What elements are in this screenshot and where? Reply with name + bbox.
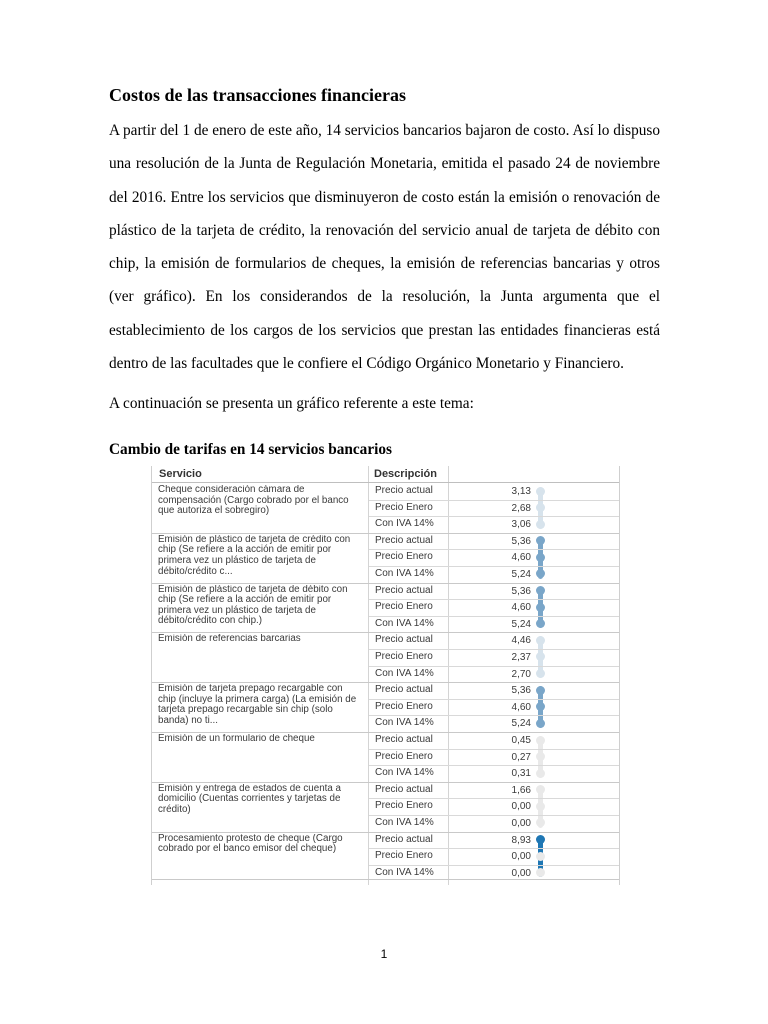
descripcion-cell: Precio Enero <box>375 800 433 812</box>
servicio-cell: Emisión de plástico de tarjeta de débito con chip (Se refiere a la acción de emitir por primera vez un plástico de tarjeta de débito/crédito con chip.) <box>158 584 348 627</box>
page-number: 1 <box>380 947 388 961</box>
table-group <box>152 483 619 533</box>
header-servicio: Servicio <box>159 468 202 480</box>
descripcion-cell: Precio actual <box>375 584 433 596</box>
valor-cell: 5,36 <box>511 685 531 697</box>
descripcion-cell: Precio actual <box>375 833 433 845</box>
descripcion-cell: Precio actual <box>375 734 433 745</box>
table-row <box>369 632 619 649</box>
table-group <box>152 682 619 732</box>
descripcion-cell: Precio Enero <box>375 750 433 762</box>
table-row <box>369 715 619 732</box>
body-paragraph-2: A continuación se presenta un gráfico referente a este tema: <box>109 395 474 412</box>
table-row <box>369 533 619 550</box>
descripcion-cell: Precio Enero <box>375 700 433 712</box>
group-divider <box>152 732 619 733</box>
descripcion-cell: Con IVA 14% <box>375 717 434 729</box>
valor-cell: 4,46 <box>511 635 531 647</box>
valor-cell: 2,70 <box>511 668 531 680</box>
table-row <box>369 798 619 815</box>
table-row <box>369 599 619 616</box>
descripcion-cell: Precio actual <box>375 634 433 646</box>
valor-cell: 4,60 <box>511 602 531 614</box>
valor-cell: 2,68 <box>511 502 531 514</box>
valor-cell: 0,00 <box>511 817 531 829</box>
valor-cell: 4,60 <box>511 701 531 713</box>
table-row <box>369 566 619 583</box>
valor-cell: 5,24 <box>511 568 531 580</box>
descripcion-cell: Precio Enero <box>375 650 433 662</box>
valor-cell: 0,45 <box>511 735 531 746</box>
descripcion-cell: Precio Enero <box>375 551 433 563</box>
valor-cell: 3,06 <box>511 519 531 531</box>
document-title: Costos de las transacciones financieras <box>109 85 406 105</box>
descripcion-cell: Con IVA 14% <box>375 866 434 878</box>
group-divider <box>152 782 619 783</box>
valor-cell: 5,36 <box>511 535 531 547</box>
descripcion-cell: Con IVA 14% <box>375 767 434 779</box>
header-descripcion: Descripción <box>374 468 437 480</box>
tariff-table <box>151 466 620 885</box>
servicio-cell: Emisión de referencias barcarias <box>158 634 301 645</box>
descripcion-cell: Con IVA 14% <box>375 816 434 828</box>
servicio-cell: Emisión de tarjeta prepago recargable con chip (incluye la primera carga) (La emisión de tarjeta prepago recargable sin chip (solo banda) no ti... <box>158 684 357 726</box>
valor-cell: 2,37 <box>511 651 531 663</box>
table-row <box>369 649 619 666</box>
table-group <box>152 832 619 882</box>
group-divider <box>152 533 619 534</box>
table-row <box>369 666 619 683</box>
servicio-cell: Cheque consideración cámara de compensación (Cargo cobrado por el banco que autoriza el sobregiro) <box>158 485 349 517</box>
servicio-cell: Emisión de un formulario de cheque <box>158 734 315 744</box>
valor-cell: 3,13 <box>511 486 531 497</box>
table-row <box>369 815 619 832</box>
descripcion-cell: Precio actual <box>375 783 433 795</box>
table-row <box>369 765 619 782</box>
valor-cell: 1,66 <box>511 784 531 796</box>
descripcion-cell: Precio actual <box>375 534 433 546</box>
descripcion-cell: Precio actual <box>375 485 433 496</box>
servicio-cell: Emisión de plástico de tarjeta de crédito con chip (Se refiere a la acción de emitir por primera vez un plástico de tarjeta de débito/crédito c... <box>158 534 351 577</box>
table-row <box>369 549 619 566</box>
table-row <box>369 732 619 749</box>
valor-cell: 8,93 <box>511 834 531 846</box>
servicio-cell: Emisión y entrega de estados de cuenta a domicilio (Cuentas corrientes y tarjetas de crédito) <box>158 783 341 815</box>
valor-cell: 0,00 <box>511 867 531 879</box>
valor-cell: 0,31 <box>511 768 531 780</box>
table-row <box>369 749 619 766</box>
chart-heading: Cambio de tarifas en 14 servicios bancarios <box>109 441 392 458</box>
table-group <box>152 533 619 583</box>
table-row <box>369 583 619 600</box>
table-row <box>369 516 619 533</box>
group-divider <box>152 632 619 633</box>
table-row <box>369 782 619 799</box>
group-divider <box>152 583 619 584</box>
valor-cell: 5,36 <box>511 585 531 597</box>
table-group <box>152 583 619 633</box>
descripcion-cell: Precio Enero <box>375 850 433 862</box>
table-group <box>152 732 619 782</box>
descripcion-cell: Con IVA 14% <box>375 617 434 629</box>
group-divider <box>152 682 619 683</box>
table-row <box>369 483 619 500</box>
valor-cell: 0,00 <box>511 851 531 863</box>
descripcion-cell: Con IVA 14% <box>375 567 434 579</box>
group-divider <box>152 832 619 833</box>
valor-cell: 5,24 <box>511 718 531 730</box>
table-group <box>152 632 619 682</box>
body-paragraph-1: A partir del 1 de enero de este año, 14 servicios bancarios bajaron de costo. Así lo dispuso una resolución de la Junta de Regulación Monetaria, emitida el pasado 24 de noviembre del 2016. Entre los servicios que disminuyeron de costo están la emisión o renovación de plástico de la tarjeta de crédito, la renovación del servicio anual de tarjeta de débito con chip, la emisión de formularios de cheques, la emisión de referencias bancarias y otros (ver gráfico). En los considerandos de la resolución, la Junta argumenta que el establecimiento de los cargos de los servicios que prestan las entidades financieras está dentro de las facultades que le confiere el Código Orgánico Monetario y Financiero. <box>109 122 660 373</box>
descripcion-cell: Precio Enero <box>375 501 433 513</box>
table-header <box>152 466 619 483</box>
table-row <box>369 865 619 882</box>
table-row <box>369 682 619 699</box>
descripcion-cell: Con IVA 14% <box>375 518 434 530</box>
table-row <box>369 832 619 849</box>
descripcion-cell: Con IVA 14% <box>375 667 434 679</box>
valor-cell: 5,24 <box>511 618 531 630</box>
descripcion-cell: Precio actual <box>375 684 433 696</box>
table-row <box>369 500 619 517</box>
table-row <box>369 848 619 865</box>
table-row <box>369 699 619 716</box>
valor-cell: 4,60 <box>511 552 531 564</box>
valor-cell: 0,00 <box>511 801 531 813</box>
descripcion-cell: Precio Enero <box>375 601 433 613</box>
servicio-cell: Procesamiento protesto de cheque (Cargo cobrado por el banco emisor del cheque) <box>158 833 343 855</box>
valor-cell: 0,27 <box>511 751 531 763</box>
table-group <box>152 782 619 832</box>
table-row <box>369 616 619 633</box>
